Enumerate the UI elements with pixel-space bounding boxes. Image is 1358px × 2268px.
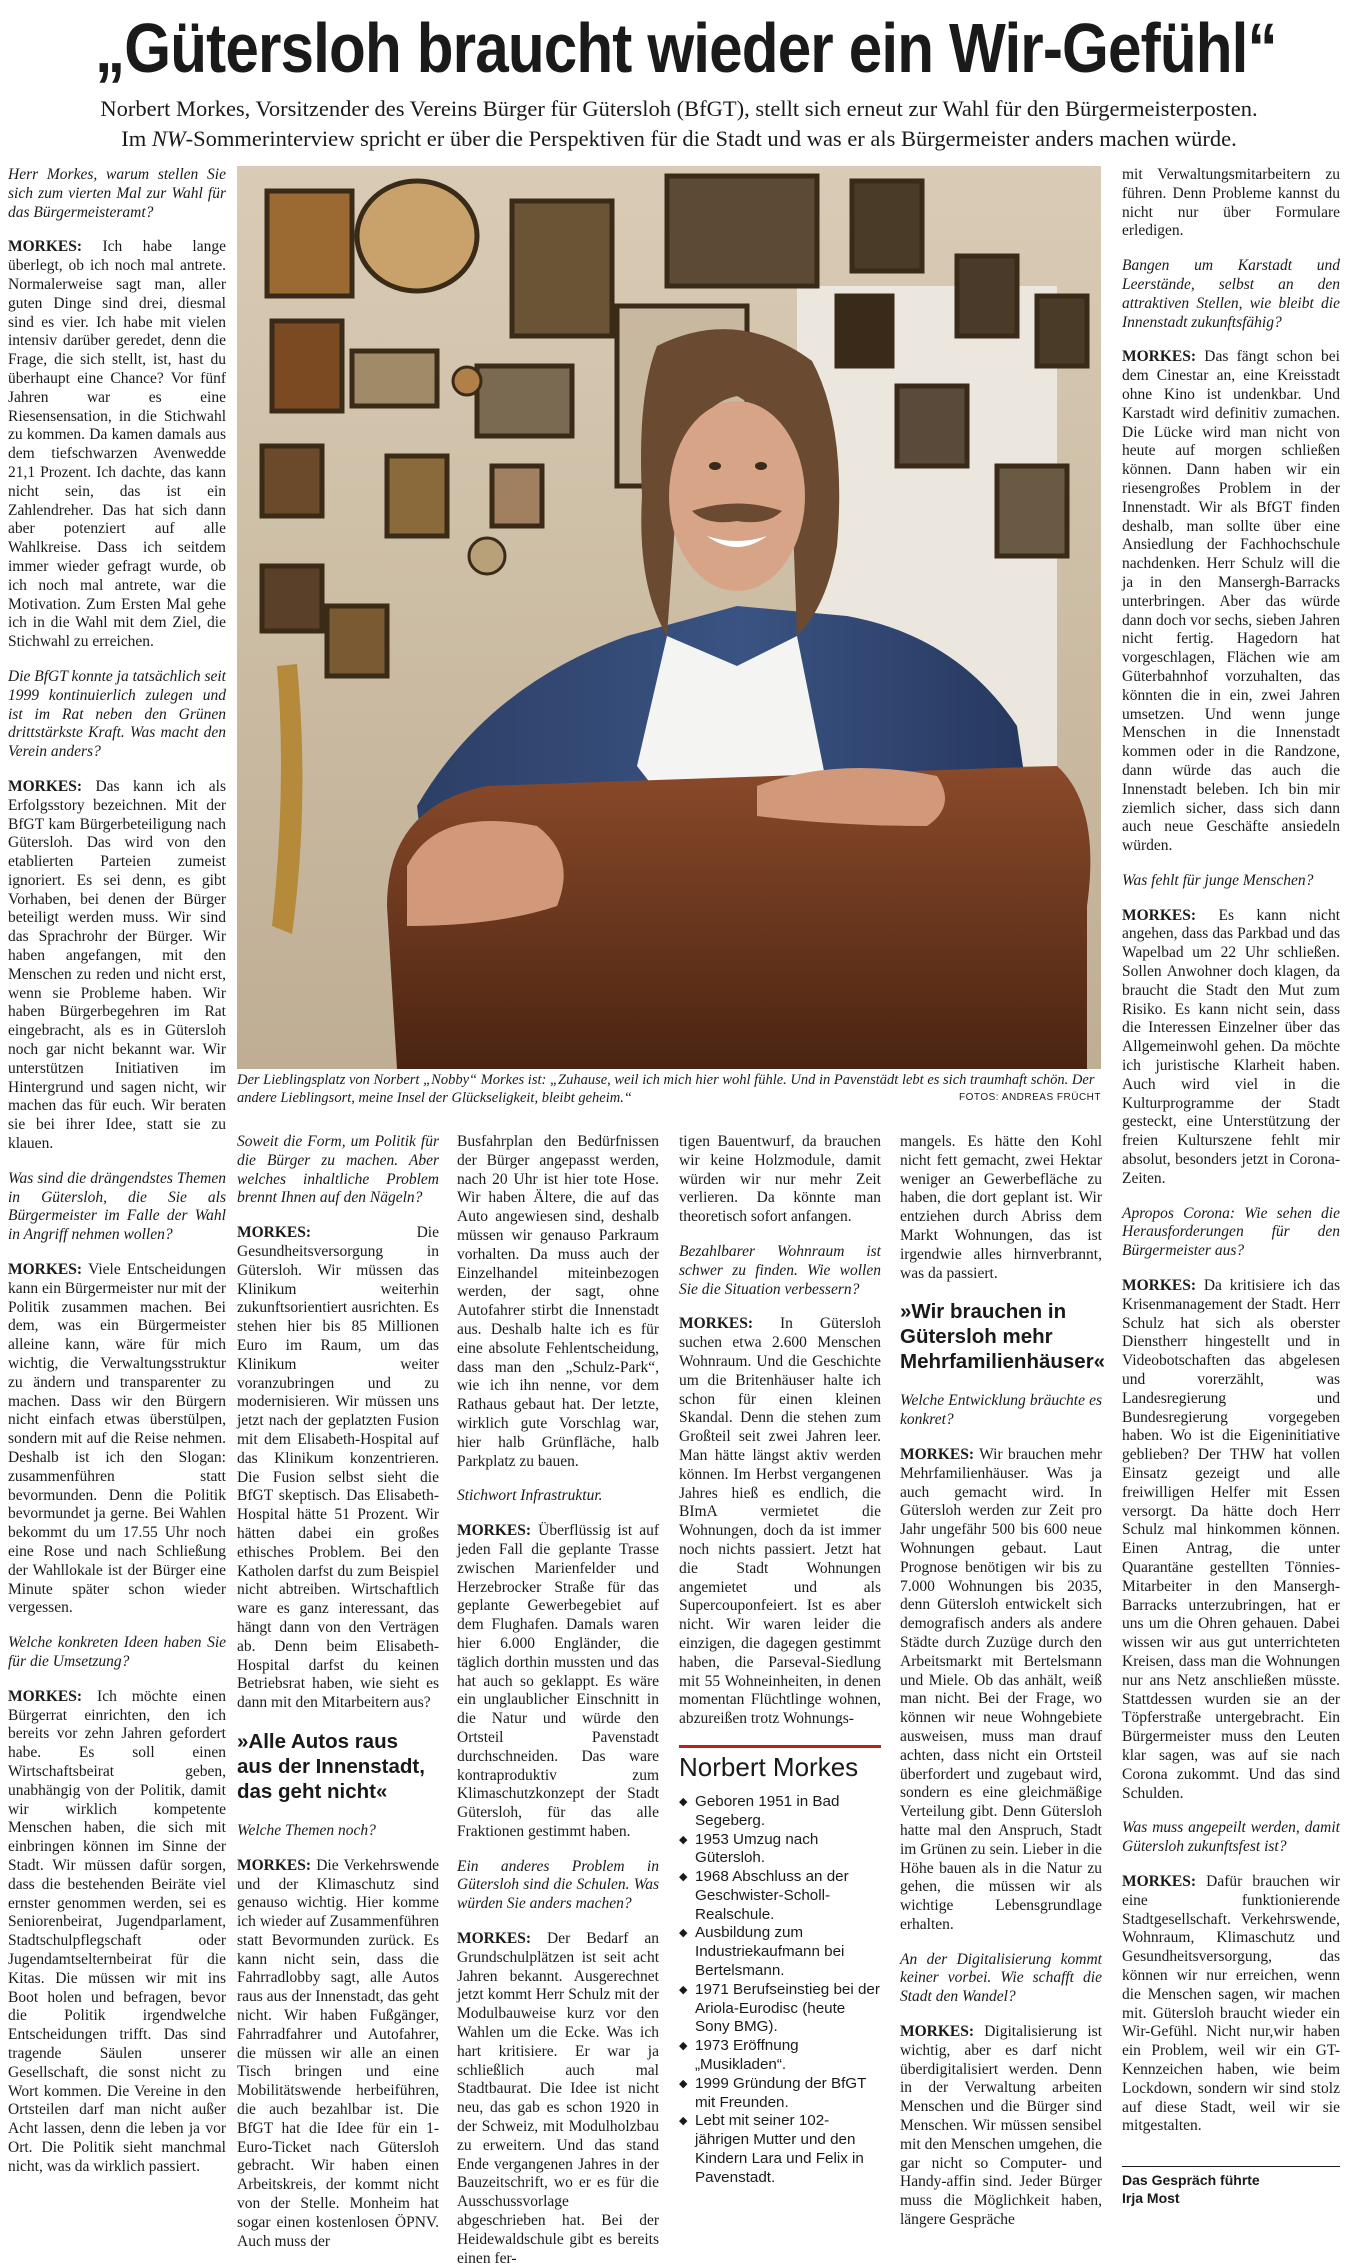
question: Welche Entwicklung bräuchte es konkret?	[900, 1392, 1102, 1429]
answer: MORKES: Überflüssig ist auf jeden Fall die geplante Trasse zwischen Marienfelder und Herzebrocker Straße für das geplante Gewerbegebiet auf dem Flughafen. Damals waren hier 6.000 Engländer, die täglich dorthin mussten und das hat auch so geklappt. Es wäre ein unglaublicher Einschnitt in die Natur und würde den Ortsteil Pavenstadt durchschneiden. Das ware kontraproduktiv zum Klimaschutzkonzept der Stadt Gütersloh, für das alle Fraktionen gestimmt haben.	[457, 1522, 659, 1840]
lead-line-2-end: -Sommerinterview spricht er über die Perspektiven für die Stadt und was er als Bürgermeister anders machen würde.	[185, 126, 1237, 151]
bio-item: ◆ Ausbildung zum Industriekaufmann bei Bertelsmann.	[679, 1924, 881, 1980]
portrait-illustration	[237, 166, 1101, 1069]
bio-item: ◆ 1973 Eröffnung „Musikladen“.	[679, 2037, 881, 2075]
answer: MORKES: Der Bedarf an Grundschulplätzen ist seit acht Jahren bekannt. Ausgerechnet jetzt kommt Herr Schulz mit der Modulbauweise kurz vor den Wahlen um die Ecke. Was ich hart kritisiere. Er war ja schließlich auch mal Stadtbaurat. Die Idee ist nicht neu, das gab es schon 1920 in der Schweiz, mit Modulholzbau zu erweitern. Und das stand Ende vergangenen Jahres in der Bauzeitschrift, wo er es für die Ausschussvorlage abgeschrieben hat. Bei der Heidewaldschule gibt es bereits einen fer-	[457, 1930, 659, 2267]
photo-credit: FOTOS: ANDREAS FRÜCHT	[959, 1091, 1101, 1103]
bio-item: ◆ 1953 Umzug nach Gütersloh.	[679, 1831, 881, 1869]
bio-box-title: Norbert Morkes	[679, 1745, 881, 1783]
paragraph: mit Verwaltungsmitarbeitern zu führen. Denn Probleme kannst du nicht nur über Formulare erledigen.	[1122, 166, 1340, 240]
answer: MORKES: Ich möchte einen Bürgerrat einrichten, den ich bereits vor zehn Jahren gefordert habe. Es soll einen Wirtschaftsbeirat geben, unabhängig von der Politik, damit wir wirklich kompetente Menschen haben, die sich mit einbringen können im Sinne der Stadt. Wir müssen dafür sorgen, dass die bestehenden Beiräte viel ernster genommen werden, sei es Seniorenbeirat, Jugendparlament, Stadtschulpflegschaft oder Jugendamtselternbeirat für die Kitas. Die müssen wir mit ins Boot holen und befragen, bevor die Politik irgendwelche Entscheidungen trifft. Das sind tragende Säulen unserer Gesellschaft, die sonst nicht zu Wort kommen. Die Vereine in den Ortsteilen darf man nicht außer Acht lassen, denn die leben ja vor Ort. Die Politik sieht manchmal nicht, was da wirklich passiert.	[8, 1687, 226, 2175]
question: Soweit die Form, um Politik für die Bürger zu machen. Aber welches inhaltliche Problem brennt Ihnen auf den Nägeln?	[237, 1133, 439, 1207]
column-3	[457, 1133, 659, 2267]
answer: MORKES: Viele Entscheidungen kann ein Bürgermeister nur mit der Politik zusammen machen. Bei dem, was ein Bürgermeister alleine kann, wäre für mich wichtig, die Verwaltungsstruktur zu ändern und transparenter zu machen. Dass wir den Bürgern nicht einfach etwas überstülpen, sondern mit auf die Reise nehmen. Deshalb ist ich den Slogan: zusammenführen statt bevormunden. Denn die Politik bevormundet ja gerne. Bei Wahlen bekommt du um 17.55 Uhr noch eine Rose und nach Schließung der Wahllokale ist der Bürger eine Minute später schon wieder vergessen.	[8, 1261, 226, 1617]
photo-caption	[237, 1072, 1101, 1107]
bio-item: ◆ 1968 Abschluss an der Geschwister-Scholl-Realschule.	[679, 1868, 881, 1924]
question: Was sind die drängendstes Themen in Gütersloh, die Sie als Bürgermeister im Falle der Wahl in Angriff nehmen wollen?	[8, 1169, 226, 1244]
answer: MORKES: Die Gesundheitsversorgung in Gütersloh. Wir müssen das Klinikum weiterhin zukunftsorientiert ausrichten. Es stehen hier bis 85 Millionen Euro im Raum, um das Klinikum weiter voranzubringen und zu modernisieren. Wir müssen uns jetzt nach der geplatzten Fusion mit dem Elisabeth-Hospital auf das Klinikum konzentrieren. Die Fusion selbst sieht die BfGT skeptisch. Das Elisabeth-Hospital hätte 51 Prozent. Wir hätten dabei ein großes ethisches Problem. Bei den Katholen darfst du zum Beispiel nicht abtreiben. Wirtschaftlich ware es ganz interessant, das hängt dann von den Verträgen ab. Denn beim Elisabeth-Hospital darfst du keinen Betriebsrat haben, wie sieht es dann mit den Mitarbeitern aus?	[237, 1224, 439, 1712]
lead-line-2	[20, 124, 1338, 154]
lead-newspaper-abbrev: NW	[151, 126, 186, 151]
answer: MORKES: Dafür brauchen wir eine funktionierende Stadtgesellschaft. Verkehrswende, Wohnraum, Klimaschutz und Gesundheitsversorgung, das können wir nur erreichen, wenn die Menschen sagen, wir machen mit. Gütersloh braucht wieder ein Wir-Gefühl. Nicht nur,wir haben ein Problem, weil wir ein GT-Kennzeichen haben, wie beim Lockdown, sondern wir sind stolz auf diese Stadt, weil wir sie mitgestalten.	[1122, 1872, 1340, 2135]
column-5	[900, 1133, 1106, 2229]
answer: MORKES: Das kann ich als Erfolgsstory bezeichnen. Mit der BfGT kam Bürgerbeteiligung nach Gütersloh. Das wird von den etablierten Parteien zumeist ignoriert. Es sei denn, es gibt Vorhaben, bei denen der Bürger beteiligt werden muss. Wir sind das Sprachrohr der Bürger. Wir haben angefangen, mit den Menschen zu reden und nicht erst, wenn sie Probleme haben. Wir haben Bürgerbegehren im Rat eingebracht, als es in Gütersloh noch gar nicht bekannt war. Wir unterstützen Initiativen im Hintergrund und sagen nicht, wir machen das für euch. Wir beraten sie bei ihrer Idee, statt sie zu klauen.	[8, 777, 227, 1153]
question: Welche Themen noch?	[237, 1821, 376, 1839]
question: Was muss angepeilt werden, damit Gütersloh zukunftsfest ist?	[1122, 1819, 1340, 1856]
bio-item: ◆ 1971 Berufseinstieg bei der Ariola-Eurodisc (heute Sony BMG).	[679, 1981, 881, 2037]
column-6	[1122, 166, 1340, 2221]
question: Herr Morkes, warum stellen Sie sich zum vierten Mal zur Wahl für das Bürgermeisteramt?	[8, 166, 226, 221]
answer: MORKES: In Gütersloh suchen etwa 2.600 Menschen Wohnraum. Und die Geschichte um die Britenhäuser halte ich schon für einen kleinen Skandal. Denn die stehen zum Großteil seit zwei Jahren leer. Man hätte längst aktiv werden können. Im Herbst vergangenen Jahres hieß es endlich, die BImA vermietet die Wohnungen, doch da ist immer noch nichts passiert. Jetzt hat die Stadt Wohnungen angemietet und als Supercouponfeiert. Ist es aber nicht. Wir waren leider die einzigen, die dagegen gestimmt haben, die Parseval-Siedlung mit 55 Wohneinheiten, in denen momentan Flüchtlinge wohnen, abzureißen trotz Wohnungs-	[679, 1315, 882, 1728]
interviewer-signature	[1122, 2166, 1340, 2207]
question: Bangen um Karstadt und Leerstände, selbst an den attraktiven Stellen, wie bleibt die Innenstadt zukunftsfähig?	[1122, 257, 1340, 331]
column-2	[237, 1133, 439, 2250]
signature-line-1: Das Gespräch führte	[1122, 2172, 1260, 2189]
question: Bezahlbarer Wohnraum ist schwer zu finden. Wie wollen Sie die Situation verbessern?	[679, 1242, 881, 1298]
answer: MORKES: Das fängt schon bei dem Cinestar an, eine Kreisstadt ohne Kino ist undenkbar. Und Karstadt wird definitiv zumachen. Die Lücke wird man nicht von heute auf morgen schließen können. Dann haben wir ein riesengroßes Problem in der Innenstadt. Wir als BfGT finden deshalb, man sollte über eine Ansiedlung der Fachhochschule nachdenken. Herr Schulz will die ja in den Mansergh-Barracks unterbringen. Aber das würde dann doch vor sechs, sieben Jahren nicht fertig. Hagedorn hat vorgeschlagen, Flächen wie am Güterbahnhof vorzuhalten, das könnten die in ein, zwei Jahren umsetzen. Und wenn junge Menschen in die Innenstadt kommen oder in die Randzone, dann würde das auch die Innenstadt beleben. Ich bin mir ziemlich sicher, dass sich dann auch neue Geschäfte ansiedeln würden.	[1122, 348, 1340, 855]
answer: MORKES: Digitalisierung ist wichtig, aber es darf nicht überdigitalisiert werden. Denn in der Verwaltung arbeiten Menschen und die Bürger sind Menschen. Wir müssen sensibel mit den Menschen umgehen, die gar nicht so Computer- und Handy-affin sind. Jeder Bürger muss die Möglichkeit haben, längere Gespräche	[900, 2023, 1102, 2229]
answer: MORKES: Die Verkehrswende und der Klimaschutz sind genauso wichtig. Hier komme ich wieder auf Zusammenführen statt Bevormunden zurück. Es kann nicht sein, dass die Fahrradlobby sagt, alle Autos raus aus der Innenstadt, das geht nicht. Wir haben Fußgänger, Fahrradfahrer und Autofahrer, die müssen wir alle an einen Tisch bringen und eine Mobilitätswende herbeiführen, die auch bezahlbar ist. Die BfGT hat die Idee für ein 1-Euro-Ticket nach Gütersloh gebracht. Wir haben einen Arbeitskreis, der kommt nicht von der Stelle. Monheim hat sogar einen kostenlosen ÖPNV. Auch muss der	[237, 1856, 439, 2250]
lead-line-2-start: Im	[121, 126, 152, 151]
answer: MORKES: Wir brauchen mehr Mehrfamilienhäuser. Was ja auch gemacht wird. In Gütersloh werden zur Zeit pro Jahr ungefähr 500 bis 600 neue Wohnungen gebaut. Laut Prognose benötigen wir bis zu 7.000 Wohnungen bis 2035, denn Gütersloh entwickelt sich demografisch anders als andere Städte durch Zuzüge durch den Arbeitsmarkt mit Bertelsmann und Miele. Ob das anhält, weiß man nicht. Bei der Frage, wo können wir neue Wohngebiete ausweisen, muss man drauf achten, dass nicht ein Ortsteil überfordert und zugebaut wird, sondern es eine gleichmäßige Verteilung gibt. Denn Gütersloh hatte mal den Anspruch, Stadt im Grünen zu sein. Lieber in die Höhe bauen als in die Natur zu gehen, die müssen wir als wichtige Lebensgrundlage erhalten.	[900, 1445, 1102, 1933]
answer: MORKES: Ich habe lange überlegt, ob ich noch mal antrete. Normalerweise sagt man, aller guten Dinge sind drei, diesmal sind es vier. Ich habe mit vielen intensiv darüber geredet, denn die Frage, die sich stellt, ist, hast du überhaupt eine Chance? Vor fünf Jahren war es eine Riesensensation, in die Stichwahl zu kommen. Da kamen damals aus dem tiefschwarzen Avenwedde 21,1 Prozent. Ich dachte, das kann nicht sein, das ist ein Zahlendreher. Das hat sich dann aber potenziert auf alle Wahlkreise. Dass ich seitdem immer wieder gefragt wurde, ob ich noch mal antrete, war die Motivation. Zum Ersten Mal gehe ich in die Wahl mit dem Ziel, die Stichwahl zu erreichen.	[8, 238, 226, 651]
caption-text: Der Lieblingsplatz von Norbert „Nobby“ Morkes ist: „Zuhause, weil ich mich hier wohl fühle. Und in Pavenstädt lebt es sich traumhaft schön. Der andere Lieblingsort, meine Insel der Glückseligkeit, bleibt geheim.“	[237, 1072, 1095, 1106]
lead-paragraph	[20, 94, 1338, 154]
question: Ein anderes Problem in Gütersloh sind die Schulen. Was würden Sie anders machen?	[457, 1857, 659, 1913]
paragraph: mangels. Es hätte den Kohl nicht fett gemacht, zwei Hektar weniger an Gewerbefläche zu haben, die dort geplant ist. Wir entziehen durch Abriss dem Markt Wohnungen, das ist irgendwie alles hirnverbrannt, was da passiert.	[900, 1133, 1102, 1282]
bio-list	[679, 1793, 881, 2188]
signature-author: Irja Most	[1122, 2190, 1180, 2207]
column-4	[679, 1133, 881, 2221]
lead-line-1: Norbert Morkes, Vorsitzender des Vereins Bürger für Gütersloh (BfGT), stellt sich erneut zur Wahl für den Bürgermeisterposten.	[100, 96, 1258, 121]
bio-item: ◆ 1999 Gründung der BfGT mit Freunden.	[679, 2075, 881, 2113]
pull-quote: »Alle Autos raus aus der Innenstadt, das geht nicht«	[237, 1729, 425, 1803]
answer: MORKES: Es kann nicht angehen, dass das Parkbad und das Wapelbad um 22 Uhr schließen. Sollen Anwohner doch klagen, da braucht die Stadt den Mut zum Risiko. Es kann nicht sein, dass die Interessen Einzelner über das Allgemeinwohl gehen. Da möchte ich juristische Klarheit haben. Auch wird viel in die Kulturprogramme der Stadt gesteckt, eine Unterstützung der freien Kulturszene fehlt mir absolut, besonders jetzt in Corona-Zeiten.	[1122, 906, 1340, 1187]
bio-item: ◆ Lebt mit seiner 102-jährigen Mutter und den Kindern Lara und Felix in Pavenstadt.	[679, 2112, 881, 2187]
portrait-photo	[237, 166, 1101, 1069]
pull-quote: »Wir brauchen in Gütersloh mehr Mehrfamilienhäuser«	[900, 1300, 1106, 1374]
paragraph: Busfahrplan den Bedürfnissen der Bürger angepasst werden, nach 20 Uhr ist hier tote Hose. Wir haben Ältere, die auf das Auto angewiesen sind, deshalb müssen wir genauso Parkraum vorhalten. Da muss auch der Einzelhandel miteinbezogen werden, der sagt, ohne Autofahrer stirbt die Innenstadt aus. Deshalb halte ich es für eine absolute Fehlentscheidung, dass man den „Schulz-Park“, wie ich ihn nenne, vor dem Rathaus gebaut hat. Der letzte, wirklich gute Vorschlag war, hier halb Grünfläche, halb Parkplatz zu bauen.	[457, 1133, 659, 1470]
column-1	[8, 166, 226, 2221]
question: Die BfGT konnte ja tatsächlich seit 1999 kontinuierlich zulegen und ist im Rat neben den Grünen drittstärkste Kraft. Was macht den Verein anders?	[8, 667, 226, 761]
question: Was fehlt für junge Menschen?	[1122, 871, 1314, 889]
answer: MORKES: Da kritisiere ich das Krisenmanagement der Stadt. Herr Schulz hat sich als oberster Dienstherr hingestellt und in Videobotschaften das abgelesen und vorerzählt, was Landesregierung und Bundesregierung vorgegeben haben. Wo ist die Eigeninitiative geblieben? Der THW hat vollen Einsatz gezeigt und alle freiwilligen Helfer mit Essen versorgt. Da hätte doch Herr Schulz mal hinkommen können. Einen Antrag, die unter Quarantäne gestellten Tönnies-Mitarbeiter in den Mansergh-Barracks unterzubringen, hat er uns um die Ohren gehauen. Dabei wissen wir aus gut unterrichteten Kreisen, dass man die Wohnungen nur ans Netz anschließen müsste. Stattdessen wurden sie an der Töpferstraße untergebracht. Ein Bürgermeister muss den Leuten klar sagen, was auf sie nach Corona zukommt. Und das sind Schulden.	[1122, 1277, 1340, 1802]
question: Welche konkreten Ideen haben Sie für die Umsetzung?	[8, 1634, 226, 1670]
question: An der Digitalisierung kommt keiner vorbei. Wie schafft die Stadt den Wandel?	[900, 1950, 1102, 2006]
headline: „Gütersloh braucht wieder ein Wir-Gefühl“	[95, 9, 1277, 87]
question: Apropos Corona: Wie sehen die Herausforderungen für den Bürgermeister aus?	[1122, 1204, 1340, 1260]
question: Stichwort Infrastruktur.	[457, 1487, 603, 1505]
paragraph: tigen Bauentwurf, da brauchen wir keine Holzmodule, damit würden wir nur mehr Zeit verlieren. Da könnte man theoretisch sofort anfangen.	[679, 1133, 881, 1226]
bio-item: ◆ Geboren 1951 in Bad Segeberg.	[679, 1793, 881, 1831]
